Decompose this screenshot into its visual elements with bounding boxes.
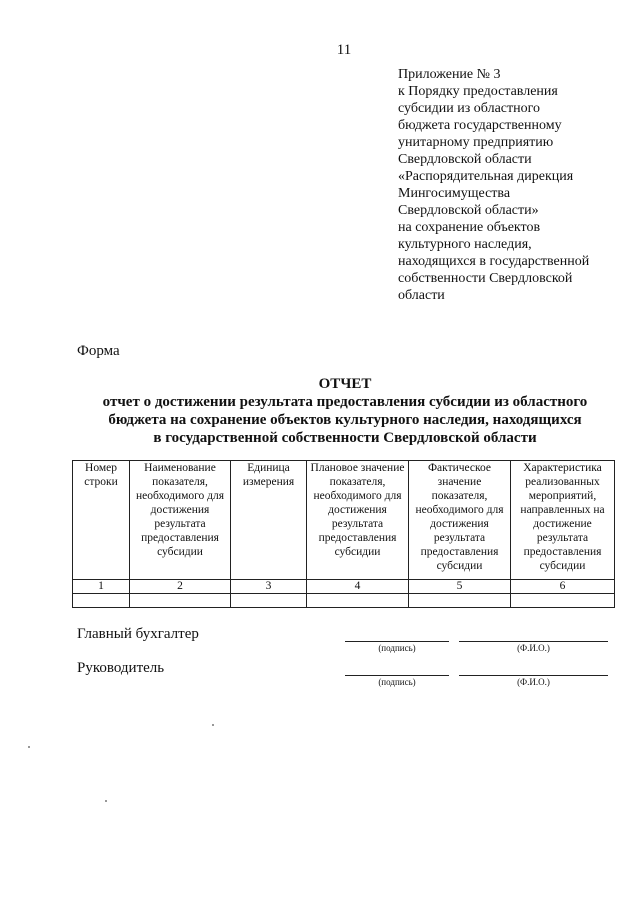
header-actual-value: Фактическое значение показателя, необходимого для достижения результата предоставления субсидии bbox=[409, 461, 511, 580]
appendix-line: Приложение № 3 bbox=[398, 67, 501, 82]
report-subtitle-line: в государственной собственности Свердловской области bbox=[153, 430, 537, 446]
header-row-number: Номер строки bbox=[73, 461, 130, 580]
director-label: Руководитель bbox=[77, 660, 165, 676]
scan-speck bbox=[28, 746, 30, 748]
column-number: 5 bbox=[409, 580, 511, 594]
name-line[interactable] bbox=[459, 675, 608, 676]
appendix-line: Свердловской области» bbox=[398, 203, 539, 218]
table-header-row bbox=[73, 461, 615, 580]
table-cell[interactable] bbox=[130, 594, 231, 608]
scan-speck bbox=[212, 724, 214, 726]
name-caption: (Ф.И.О.) bbox=[517, 643, 550, 653]
header-indicator-name: Наименование показателя, необходимого для достижения результата предоставления субсидии bbox=[130, 461, 231, 580]
report-title: ОТЧЕТ bbox=[318, 376, 372, 392]
appendix-line: Свердловской области bbox=[398, 152, 532, 167]
table-cell[interactable] bbox=[73, 594, 130, 608]
appendix-line: находящихся в государственной bbox=[398, 254, 590, 269]
table-cell[interactable] bbox=[307, 594, 409, 608]
signature-line[interactable] bbox=[345, 641, 449, 642]
appendix-block bbox=[398, 66, 628, 304]
header-unit: Единица измерения bbox=[231, 461, 307, 580]
report-title-block bbox=[60, 375, 630, 447]
signature-caption: (подпись) bbox=[378, 677, 416, 687]
page-number: 11 bbox=[336, 42, 352, 58]
table-empty-row bbox=[73, 594, 615, 608]
header-planned-value: Плановое значение показателя, необходимого для достижения результата предоставления субсидии bbox=[307, 461, 409, 580]
header-activities: Характеристика реализованных мероприятий, направленных на достижение результата предоставления субсидии bbox=[511, 461, 615, 580]
signature-line[interactable] bbox=[345, 675, 449, 676]
scan-speck bbox=[105, 800, 107, 802]
column-number: 3 bbox=[231, 580, 307, 594]
table-cell[interactable] bbox=[409, 594, 511, 608]
chief-accountant-label: Главный бухгалтер bbox=[77, 626, 199, 642]
appendix-line: бюджета государственному bbox=[398, 118, 562, 133]
column-number: 2 bbox=[130, 580, 231, 594]
appendix-line: унитарному предприятию bbox=[398, 135, 554, 150]
appendix-line: культурного наследия, bbox=[398, 237, 532, 252]
appendix-line: к Порядку предоставления bbox=[398, 84, 558, 99]
name-line[interactable] bbox=[459, 641, 608, 642]
column-number: 6 bbox=[511, 580, 615, 594]
report-table bbox=[72, 460, 615, 608]
column-number: 4 bbox=[307, 580, 409, 594]
name-caption: (Ф.И.О.) bbox=[517, 677, 550, 687]
table-cell[interactable] bbox=[231, 594, 307, 608]
appendix-line: «Распорядительная дирекция bbox=[398, 169, 574, 184]
appendix-line: области bbox=[398, 288, 445, 303]
signature-caption: (подпись) bbox=[378, 643, 416, 653]
report-subtitle-line: бюджета на сохранение объектов культурного наследия, находящихся bbox=[108, 412, 582, 428]
table-cell[interactable] bbox=[511, 594, 615, 608]
appendix-line: собственности Свердловской bbox=[398, 271, 573, 286]
table-column-number-row bbox=[73, 580, 615, 594]
report-subtitle-line: отчет о достижении результата предоставления субсидии из областного bbox=[102, 394, 588, 410]
appendix-line: субсидии из областного bbox=[398, 101, 540, 116]
column-number: 1 bbox=[73, 580, 130, 594]
appendix-line: на сохранение объектов bbox=[398, 220, 541, 235]
appendix-line: Мингосимущества bbox=[398, 186, 511, 201]
form-label: Форма bbox=[77, 343, 120, 359]
